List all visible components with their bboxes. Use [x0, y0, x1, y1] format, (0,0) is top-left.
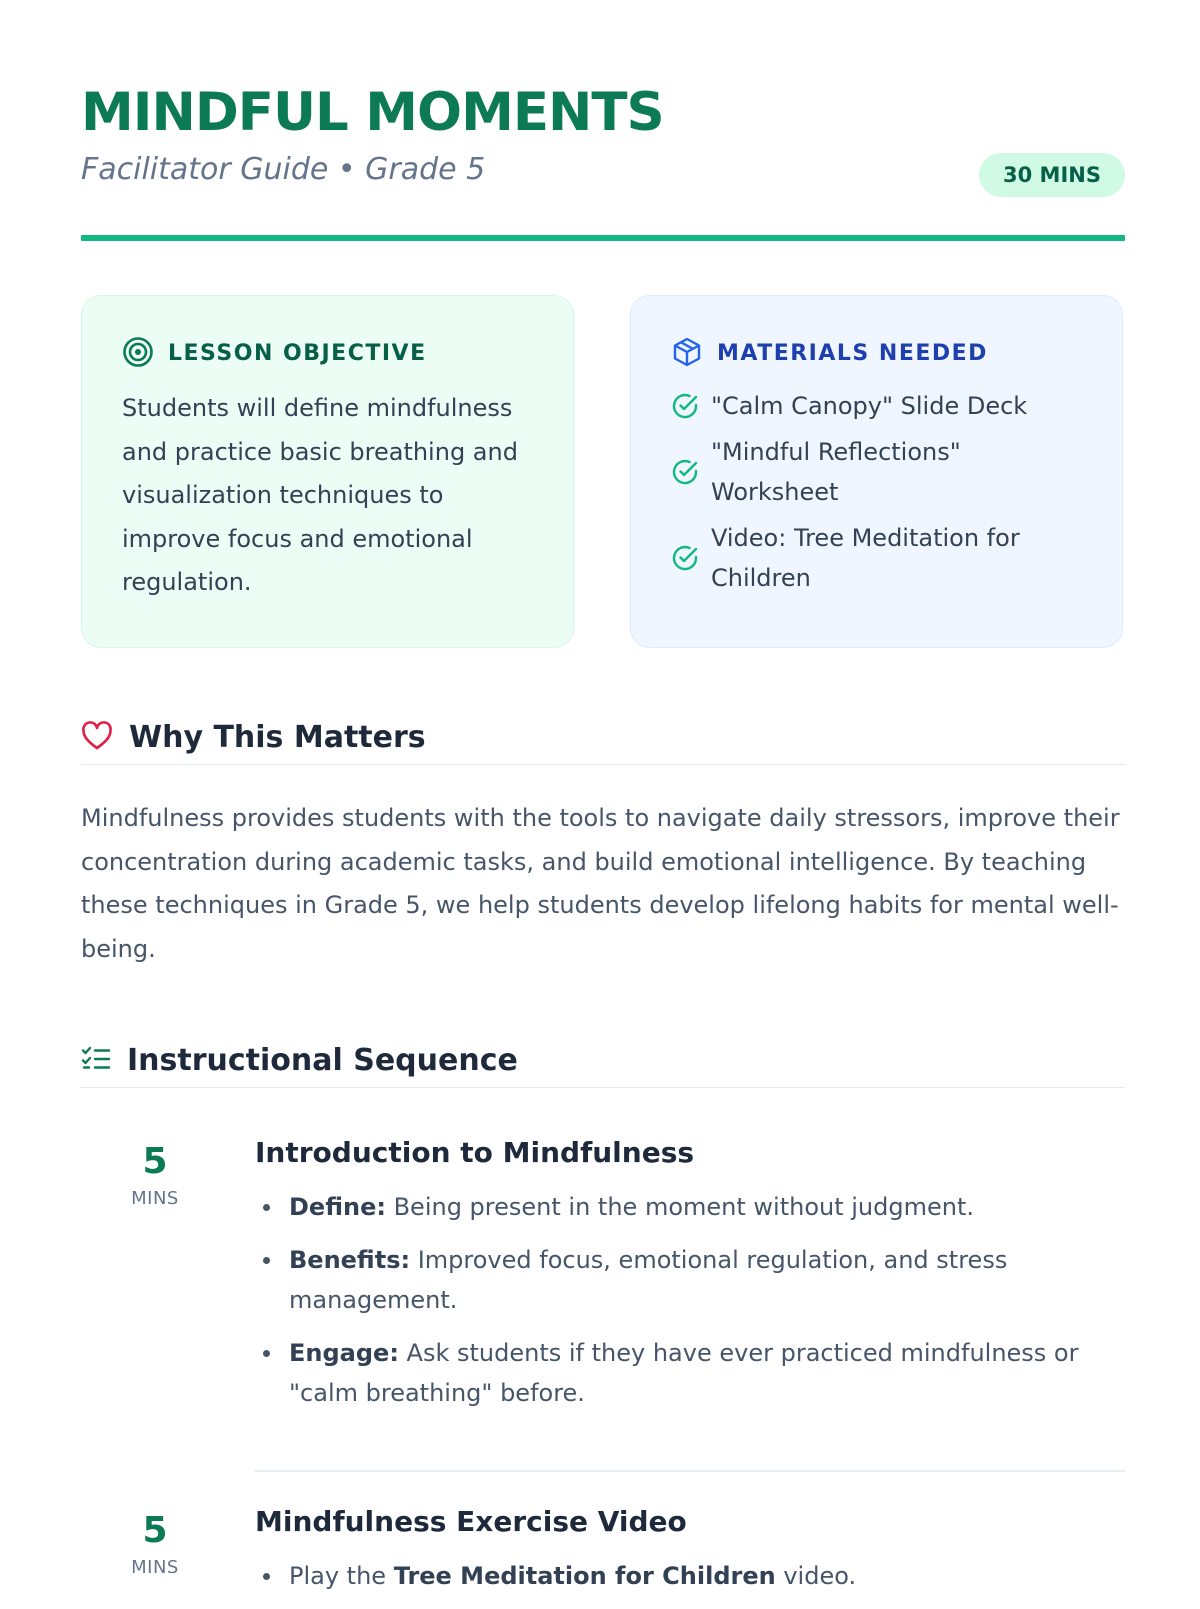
materials-list — [671, 386, 1091, 604]
step-point-text: Being present in the moment without judgment. — [385, 1193, 974, 1221]
why-text: Mindfulness provides students with the tools to navigate daily stressors, improve their concentration during academic tasks, and build emotional intelligence. By teaching these techniques in Grade 5, we help students develop lifelong habits for mental well-being. — [81, 804, 1120, 963]
materials-card — [630, 295, 1123, 648]
step-point-text: video. — [775, 1562, 857, 1590]
lesson-objective-label: LESSON OBJECTIVE — [168, 341, 427, 366]
step-point-lead: Tree Meditation for Children — [393, 1562, 776, 1590]
checklist-icon — [81, 1045, 111, 1077]
step-minutes-unit: MINS — [131, 1557, 179, 1578]
sequence-section-header — [81, 1035, 1125, 1088]
materials-item-label: Video: Tree Meditation for Children — [711, 524, 1020, 592]
step-body — [255, 1133, 1125, 1426]
step-body — [255, 1502, 1125, 1609]
step-duration — [81, 1137, 229, 1211]
step-point — [255, 1556, 1125, 1596]
step-minutes: 5 — [142, 1510, 168, 1551]
step-title: Mindfulness Exercise Video — [255, 1505, 687, 1538]
package-icon — [671, 336, 703, 372]
step-title: Introduction to Mindfulness — [255, 1136, 695, 1169]
step-point — [255, 1333, 1125, 1413]
step-point-lead: Benefits: — [289, 1246, 411, 1274]
step-minutes-unit: MINS — [131, 1188, 179, 1209]
step-point-prefix: Play the — [289, 1562, 394, 1590]
step-point — [255, 1187, 1125, 1227]
step-point — [255, 1240, 1125, 1320]
why-section-header — [81, 712, 1125, 765]
step-points — [255, 1187, 1125, 1413]
check-circle-icon — [671, 544, 699, 572]
check-circle-icon — [671, 392, 699, 420]
step-point-lead: Define: — [289, 1193, 386, 1221]
step-point-text: Ask students if they have ever practiced mindfulness or "calm breathing" before. — [289, 1339, 1079, 1407]
sequence-heading: Instructional Sequence — [127, 1043, 518, 1078]
lesson-objective-header — [122, 336, 427, 372]
page-subtitle: Facilitator Guide • Grade 5 — [81, 152, 486, 187]
materials-header — [671, 336, 988, 372]
check-circle-icon — [671, 458, 699, 486]
materials-item — [671, 432, 1091, 512]
materials-item — [671, 518, 1091, 598]
materials-item — [671, 386, 1091, 426]
header-divider — [81, 235, 1125, 241]
materials-label: MATERIALS NEEDED — [717, 341, 988, 366]
materials-item-label: "Calm Canopy" Slide Deck — [711, 392, 1028, 420]
why-heading: Why This Matters — [129, 720, 426, 755]
step-divider — [255, 1470, 1125, 1472]
lesson-objective-text: Students will define mindfulness and practice basic breathing and visualization techniques to improve focus and emotional regulation. — [122, 394, 518, 596]
step-duration — [81, 1506, 229, 1580]
lesson-objective-card — [81, 295, 574, 648]
heart-icon — [81, 721, 113, 755]
target-icon — [122, 336, 154, 372]
step-point-text: Improved focus, emotional regulation, and stress management. — [289, 1246, 1008, 1314]
step-minutes: 5 — [142, 1141, 168, 1182]
duration-badge: 30 MINS — [979, 153, 1125, 197]
step-points — [255, 1556, 1125, 1596]
step-point-lead: Engage: — [289, 1339, 399, 1367]
materials-item-label: "Mindful Reflections" Worksheet — [711, 438, 961, 506]
page-title: MINDFUL MOMENTS — [81, 82, 664, 143]
